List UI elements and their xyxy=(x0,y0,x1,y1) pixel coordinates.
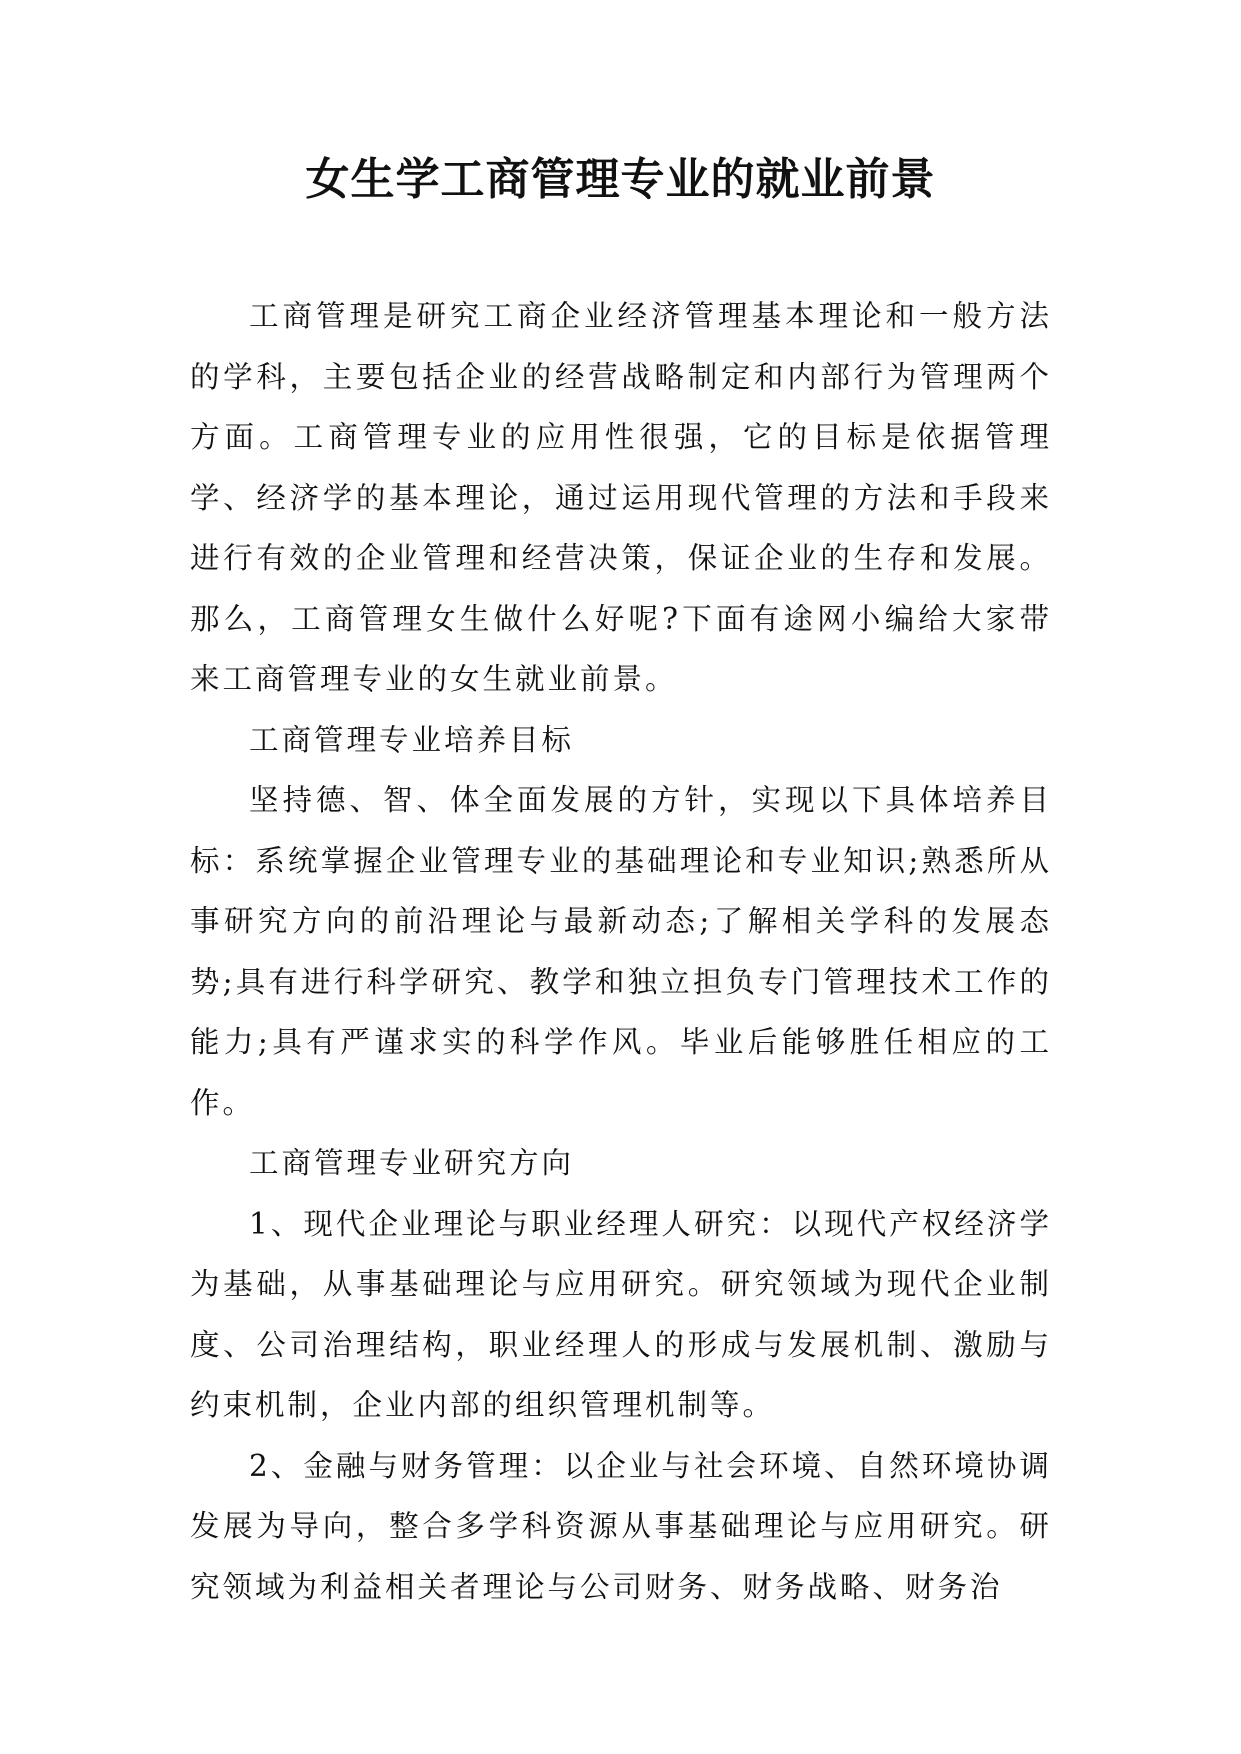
heading-training-goals: 工商管理专业培养目标 xyxy=(249,722,575,757)
paragraph-research-direction-2: 2、金融与财务管理：以企业与社会环境、自然环境协调发展为导向，整合多学科资源从事基础理论与应用研究。研究领域为利益相关者理论与公司财务、财务战略、财务治 xyxy=(190,1448,1052,1604)
paragraph-research-direction-1: 1、现代企业理论与职业经理人研究：以现代产权经济学为基础，从事基础理论与应用研究。研究领域为现代企业制度、公司治理结构，职业经理人的形成与发展机制、激励与约束机制，企业内部的组织管理机制等。 xyxy=(190,1206,1052,1422)
heading-research-directions: 工商管理专业研究方向 xyxy=(249,1146,575,1180)
paragraph-training-goals: 坚持德、智、体全面发展的方针，实现以下具体培养目标：系统掌握企业管理专业的基础理论和专业知识;熟悉所从事研究方向的前沿理论与最新动态;了解相关学科的发展态势;具有进行科学研究、教学和独立担负专门管理技术工作的能力;具有严谨求实的科学作风。毕业后能够胜任相应的工作。 xyxy=(190,783,1052,1120)
document-title: 女生学工商管理专业的就业前景 xyxy=(305,154,936,205)
document-body xyxy=(190,286,1052,1617)
paragraph-intro: 工商管理是研究工商企业经济管理基本理论和一般方法的学科，主要包括企业的经营战略制定和内部行为管理两个方面。工商管理专业的应用性很强，它的目标是依据管理学、经济学的基本理论，通过运用现代管理的方法和手段来进行有效的企业管理和经营决策，保证企业的生存和发展。那么，工商管理女生做什么好呢?下面有途网小编给大家带来工商管理专业的女生就业前景。 xyxy=(190,299,1052,696)
